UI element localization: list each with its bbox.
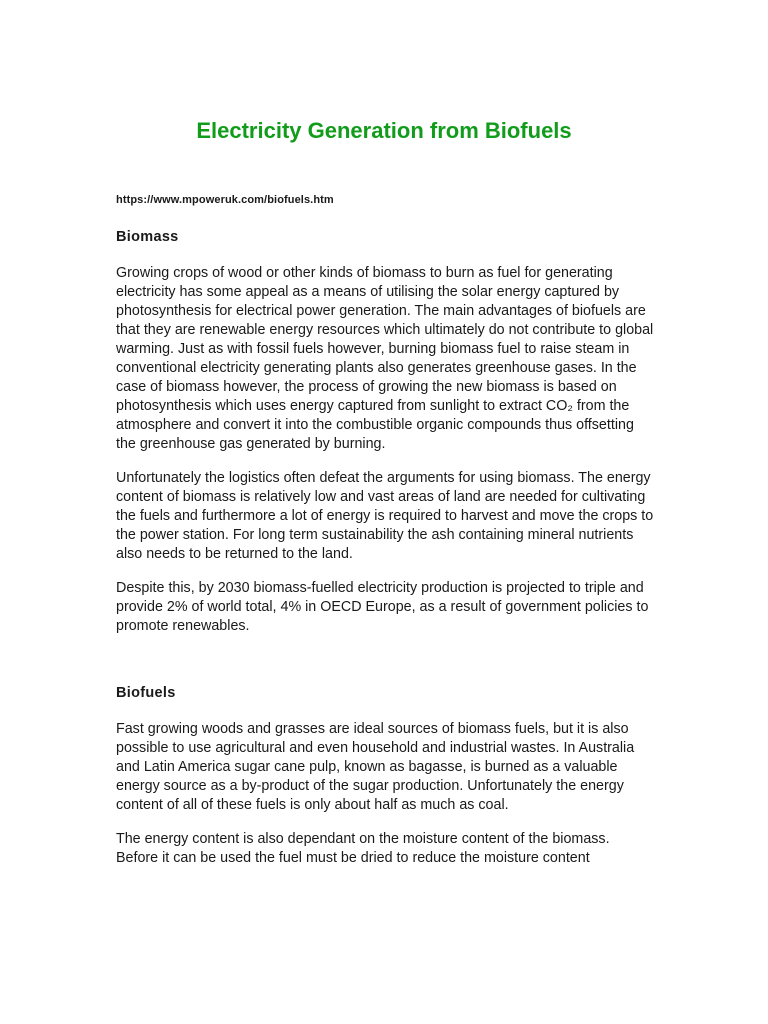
paragraph: The energy content is also dependant on the moisture content of the biomass. Before it can be used the fuel must be dried to reduce the moisture content xyxy=(116,831,610,866)
section-heading-biofuels: Biofuels xyxy=(116,685,176,701)
paragraph: Fast growing woods and grasses are ideal sources of biomass fuels, but it is also possible to use agricultural and even household and industrial wastes. In Australia and Latin America sugar cane pulp, known as bagasse, is burned as a valuable energy source as a by-product of the sugar production. Unfortunately the energy content of all of these fuels is only about half as much as coal. xyxy=(116,721,635,813)
source-url: https://www.mpoweruk.com/biofuels.htm xyxy=(116,194,334,206)
page-title: Electricity Generation from Biofuels xyxy=(196,118,572,143)
paragraph: Growing crops of wood or other kinds of biomass to burn as fuel for generating electricity has some appeal as a means of utilising the solar energy captured by photosynthesis for electrical power generation. The main advantages of biofuels are that they are renewable energy resources which ultimately do not contribute to global warming. Just as with fossil fuels however, burning biomass fuel to raise steam in conventional electricity generating plants also generates greenhouse gases. In the case of biomass however, the process of growing the new biomass is based on photosynthesis which uses energy captured from sunlight to extract CO₂ from the atmosphere and convert it into the combustible organic compounds thus offsetting the greenhouse gas generated by burning. xyxy=(116,265,654,452)
document-body xyxy=(116,222,654,868)
paragraph: Unfortunately the logistics often defeat the arguments for using biomass. The energy content of biomass is relatively low and vast areas of land are needed for cultivating the fuels and furthermore a lot of energy is required to harvest and move the crops to the power station. For long term sustainability the ash containing mineral nutrients also needs to be returned to the land. xyxy=(116,470,654,562)
section-heading-biomass: Biomass xyxy=(116,229,179,245)
paragraph: Despite this, by 2030 biomass-fuelled electricity production is projected to triple and provide 2% of world total, 4% in OECD Europe, as a result of government policies to promote renewables. xyxy=(116,580,649,634)
